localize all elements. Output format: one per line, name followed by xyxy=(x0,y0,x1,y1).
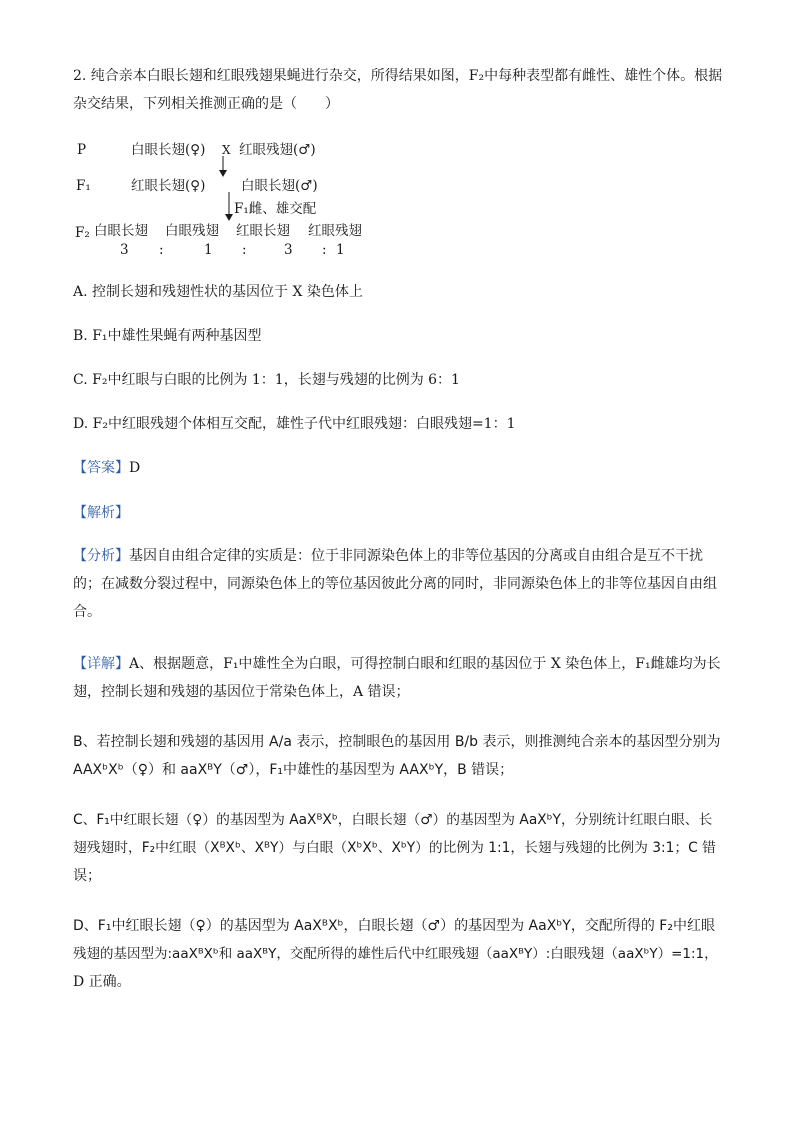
xiangjie-tag: 【详解】 xyxy=(73,656,129,672)
answer-tag: 【答案】 xyxy=(73,460,129,476)
f2-ratio-2: 1 xyxy=(204,242,213,258)
xiangjie-b-line-1: B、若控制长翅和残翅的基因用 A/a 表示，控制眼色的基因用 B/b 表示，则推测纯合亲本的基因型分别为 xyxy=(73,734,721,750)
p-male-phenotype: 红眼残翅(♂) xyxy=(239,142,316,158)
analysis-heading xyxy=(73,503,129,523)
f2-phenotype-1: 白眼长翅 xyxy=(94,223,148,239)
question-stem xyxy=(73,62,723,118)
f2-ratio-4: 1 xyxy=(336,242,345,258)
answer-value: D xyxy=(129,460,141,476)
generation-label-p: P xyxy=(77,142,87,158)
xiangjie-a-line-1: 【详解】A、根据题意，F₁中雄性全为白眼，可得控制白眼和红眼的基因位于 X 染色体上，F₁雌雄均为长 xyxy=(73,656,721,672)
option-c: C. F₂中红眼与白眼的比例为 1：1，长翅与残翅的比例为 6：1 xyxy=(73,372,460,388)
f1-male-phenotype: 白眼长翅(♂) xyxy=(241,178,318,194)
f1-female-phenotype: 红眼长翅(♀) xyxy=(131,178,206,194)
xiangjie-c-line-1: C、F₁中红眼长翅（♀）的基因型为 AaXᴮXᵇ，白眼长翅（♂）的基因型为 AaXᵇY，分别统计红眼白眼、长 xyxy=(73,812,713,828)
arrow-head-f1-to-f2 xyxy=(225,214,233,221)
question-line-2: 杂交结果，下列相关推测正确的是（ ） xyxy=(73,96,339,112)
arrow-head-p-to-f1 xyxy=(219,170,227,177)
xiangjie-a xyxy=(73,650,723,706)
xiangjie-d xyxy=(73,912,723,996)
option-b: B. F₁中雄性果蝇有两种基因型 xyxy=(73,328,262,344)
fenxi-line-3: 合。 xyxy=(73,604,101,620)
question-line-1: 2. 纯合亲本白眼长翅和红眼残翅果蝇进行杂交，所得结果如图，F₂中每种表型都有雌性、雄性个体。根据 xyxy=(73,68,723,84)
f2-phenotype-4: 红眼残翅 xyxy=(308,223,362,239)
f2-ratio-sep-1: : xyxy=(159,242,164,258)
fenxi-tag: 【分析】 xyxy=(73,548,129,564)
f2-phenotype-2: 白眼残翅 xyxy=(165,223,219,239)
xiangjie-c xyxy=(73,806,723,890)
cross-symbol: X xyxy=(222,143,231,157)
option-d: D. F₂中红眼残翅个体相互交配，雄性子代中红眼残翅：白眼残翅=1：1 xyxy=(73,416,516,432)
f2-ratio-3: 3 xyxy=(284,242,293,258)
answer-line xyxy=(73,458,140,478)
fenxi-paragraph xyxy=(73,542,723,626)
f2-ratio-sep-2: : xyxy=(242,242,247,258)
f1-mating-label: F₁雌、雄交配 xyxy=(234,201,317,217)
xiangjie-b xyxy=(73,728,723,784)
xiangjie-d-line-3: D 正确。 xyxy=(73,974,131,990)
f2-ratio-1: 3 xyxy=(120,242,129,258)
generation-label-f2: F₂ xyxy=(75,225,90,241)
xiangjie-c-line-2: 翅残翅时，F₂中红眼（XᴮXᵇ、XᴮY）与白眼（XᵇXᵇ、XᵇY）的比例为 1:1，长翅与残翅的比例为 3:1；C 错 xyxy=(73,840,716,856)
analysis-tag: 【解析】 xyxy=(73,505,129,521)
generation-label-f1: F₁ xyxy=(76,178,91,194)
fenxi-line-2: 的；在减数分裂过程中，同源染色体上的等位基因彼此分离的同时，非同源染色体上的非等位基因自由组 xyxy=(73,576,717,592)
xiangjie-d-line-1: D、F₁中红眼长翅（♀）的基因型为 AaXᴮXᵇ，白眼长翅（♂）的基因型为 AaXᵇY，交配所得的 F₂中红眼 xyxy=(73,918,715,934)
fenxi-line-1: 【分析】基因自由组合定律的实质是：位于非同源染色体上的非等位基因的分离或自由组合是互不干扰 xyxy=(73,548,703,564)
f2-phenotype-3: 红眼长翅 xyxy=(236,223,290,239)
xiangjie-d-line-2: 残翅的基因型为:aaXᴮXᵇ和 aaXᴮY，交配所得的雄性后代中红眼残翅（aaXᴮY）:白眼残翅（aaXᵇY）=1:1， xyxy=(73,946,718,962)
xiangjie-a-line-2: 翅，控制长翅和残翅的基因位于常染色体上，A 错误； xyxy=(73,684,410,700)
f2-ratio-sep-3: : xyxy=(322,242,327,258)
xiangjie-c-line-3: 误； xyxy=(73,868,101,884)
p-female-phenotype: 白眼长翅(♀) xyxy=(131,142,206,158)
option-a: A. 控制长翅和残翅性状的基因位于 X 染色体上 xyxy=(73,284,363,300)
xiangjie-b-line-2: AAXᵇXᵇ（♀）和 aaXᴮY（♂），F₁中雄性的基因型为 AAXᵇY，B 错误； xyxy=(73,762,514,778)
